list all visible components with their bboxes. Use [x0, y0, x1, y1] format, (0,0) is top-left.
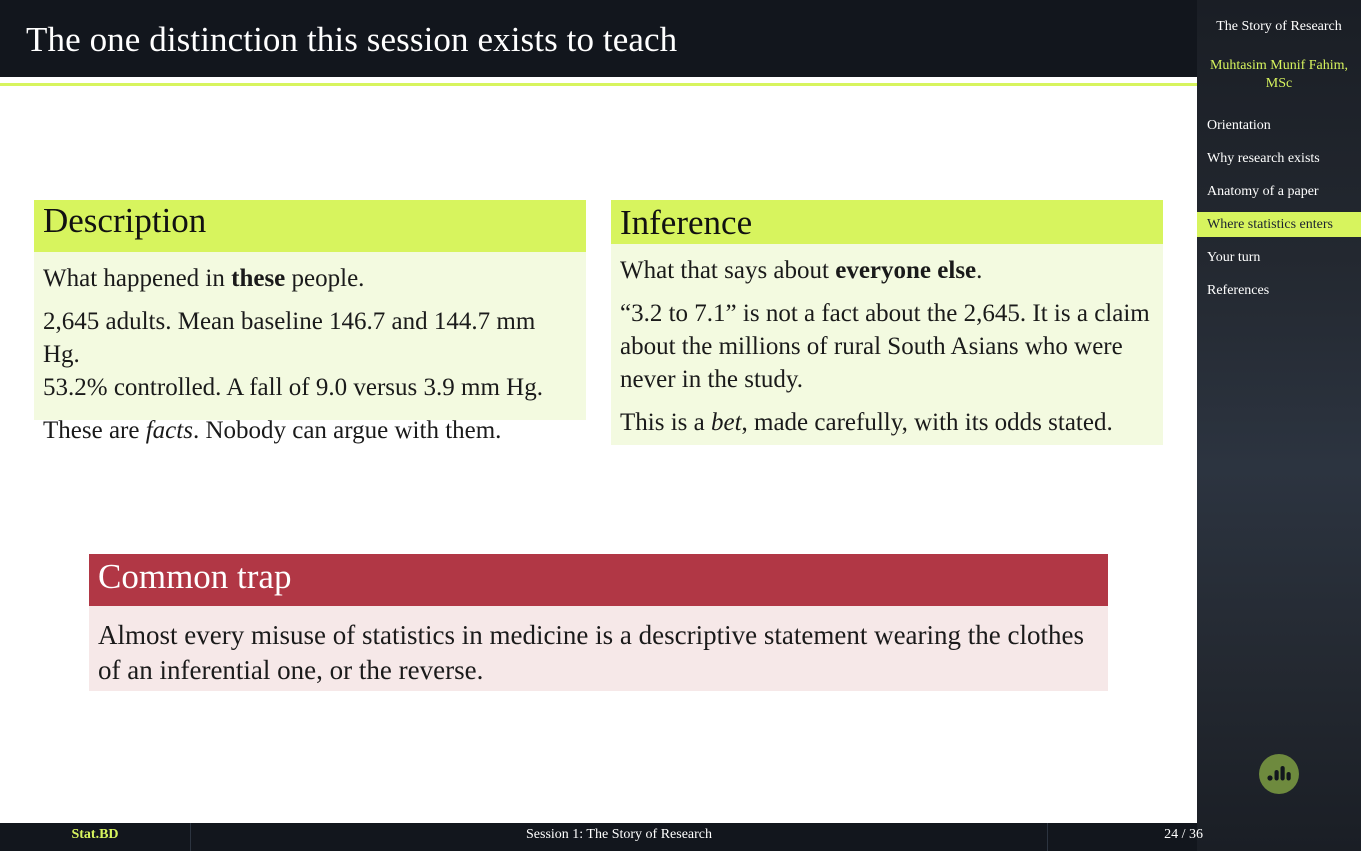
- inference-heading: Inference: [611, 200, 1163, 244]
- title-rule: [0, 83, 1197, 86]
- footer-brand[interactable]: Stat.BD: [0, 823, 191, 851]
- description-body: [34, 252, 586, 444]
- sidebar-item-your-turn[interactable]: Your turn: [1207, 250, 1261, 265]
- description-block: [34, 200, 586, 444]
- footer-session: Session 1: The Story of Research: [191, 823, 1048, 851]
- sidebar-title[interactable]: The Story of Research: [1216, 19, 1342, 34]
- sidebar-item-where-statistics-enters[interactable]: Where statistics enters: [1197, 212, 1361, 237]
- sidebar-nav: [1197, 113, 1361, 311]
- description-p3: These are facts. Nobody can argue with them.: [43, 417, 502, 444]
- inference-p2: “3.2 to 7.1” is not a fact about the 2,645. It is a claim about the millions of rural South Asians who were never in the study.: [620, 300, 1150, 393]
- description-heading: Description: [34, 200, 586, 252]
- common-trap-block: [89, 554, 1108, 691]
- footer: [0, 823, 1203, 851]
- inference-p1: What that says about everyone else.: [620, 257, 983, 284]
- sidebar-item-why-research-exists[interactable]: Why research exists: [1207, 151, 1320, 166]
- footer-page-number: 24 / 36: [1164, 827, 1203, 842]
- slide-title: The one distinction this session exists to teach: [26, 20, 678, 59]
- sidebar-item-anatomy-of-a-paper[interactable]: Anatomy of a paper: [1207, 184, 1319, 199]
- inference-body: [611, 244, 1163, 445]
- sidebar-author: Muhtasim Munif Fahim, MSc: [1209, 58, 1349, 91]
- inference-block: [611, 200, 1163, 445]
- sidebar: [1197, 0, 1361, 851]
- trap-heading: Common trap: [89, 554, 1108, 606]
- sidebar-item-orientation[interactable]: Orientation: [1207, 118, 1271, 133]
- description-p1: What happened in these people.: [43, 265, 365, 292]
- description-p2: 2,645 adults. Mean baseline 146.7 and 144.7 mm Hg. 53.2% controlled. A fall of 9.0 versus 3.9 mm Hg.: [43, 308, 543, 401]
- inference-p3: This is a bet, made carefully, with its odds stated.: [620, 409, 1113, 436]
- bar-chart-logo-icon: [1259, 754, 1299, 794]
- title-bar: [0, 0, 1197, 77]
- sidebar-item-references[interactable]: References: [1207, 283, 1270, 298]
- trap-body: Almost every misuse of statistics in medicine is a descriptive statement wearing the clothes of an inferential one, or the reverse.: [89, 606, 1108, 691]
